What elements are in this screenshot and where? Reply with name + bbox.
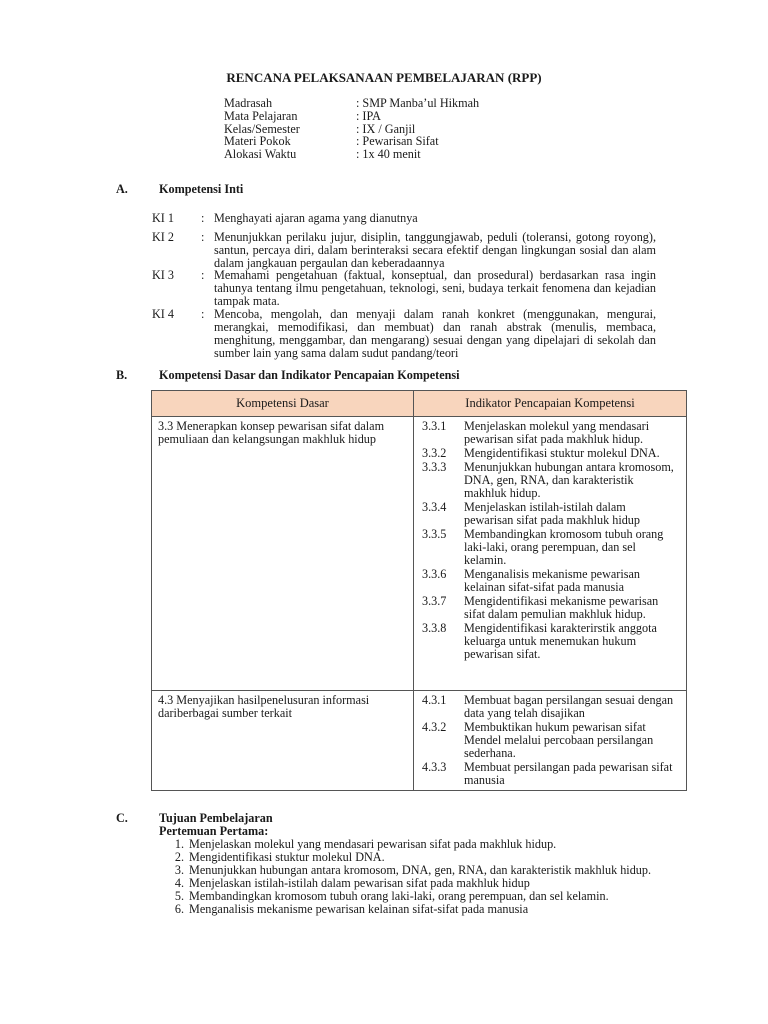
indicator-item [414,595,686,621]
table-cell-indicators [414,417,687,691]
list-item [160,903,700,916]
indicator-number: 3.3.6 [422,567,447,581]
indicator-item [414,420,686,446]
indicator-number: 3.3.1 [422,419,447,433]
list-text: Menjelaskan molekul yang mendasari pewarisan sifat pada makhluk hidup. [189,837,557,851]
list-number: 4. [174,876,184,890]
kd-text: 4.3 Menyajikan hasilpenelusuran informasi dariberbagai sumber terkait [158,693,370,720]
ki-colon: : [201,307,205,321]
table-cell-kd [152,417,414,691]
document-title: RENCANA PELAKSANAAN PEMBELAJARAN (RPP) [226,70,542,85]
indicator-number: 4.3.3 [422,760,447,774]
info-block [224,97,544,161]
list-text: Menunjukkan hubungan antara kromosom, DNA, gen, RNA, dan karakteristik makhluk hidup. [189,863,652,877]
indicator-item [414,501,686,527]
list-number: 2. [174,850,184,864]
indicator-text: Mengidentifikasi mekanisme pewarisan sifat dalam pemulian makhluk hidup. [464,594,659,621]
ki-colon: : [201,230,205,244]
list-text: Menganalisis mekanisme pewarisan kelainan sifat-sifat pada manusia [189,902,529,916]
indicator-number: 4.3.2 [422,720,447,734]
info-key: Kelas/Semester [224,121,300,136]
section-c-title: Tujuan Pembelajaran [159,811,273,825]
section-b-letter: B. [116,368,128,382]
indicator-item [414,694,686,720]
ki-code: KI 4 [152,307,175,321]
ki-item [152,231,656,270]
indicator-text: Membuat persilangan pada pewarisan sifat manusia [464,760,673,787]
objective-list [160,838,700,916]
ki-colon: : [201,268,205,282]
indicator-text: Menunjukkan hubungan antara kromosom, DNA, gen, RNA, dan karakteristik makhluk hidup. [464,460,674,500]
competency-table [151,390,687,791]
indicator-item [414,568,686,594]
table-header-indicator: Indikator Pencapaian Kompetensi [414,391,687,417]
ki-text: Memahami pengetahuan (faktual, konseptual, dan prosedural) berdasarkan rasa ingin tahunya tentang ilmu pengetahuan, teknologi, seni, budaya terkait fenomena dan kejadian tampak mata. [214,268,656,308]
table-header-row [152,391,687,417]
table-row [152,691,687,791]
info-value: : SMP Manba’ul Hikmah [356,96,480,110]
section-b-title: Kompetensi Dasar dan Indikator Pencapaian Kompetensi [159,368,460,382]
indicator-number: 3.3.3 [422,460,447,474]
indicator-number: 3.3.7 [422,594,447,608]
list-number: 5. [174,889,184,903]
info-key: Mata Pelajaran [224,108,298,123]
ki-code: KI 3 [152,268,175,282]
list-text: Membandingkan kromosom tubuh orang laki-laki, orang perempuan, dan sel kelamin. [189,889,609,903]
info-row-madrasah [224,97,544,110]
indicator-list [414,417,686,661]
indicator-item [414,761,686,787]
ki-item [152,212,656,225]
kd-text: 3.3 Menerapkan konsep pewarisan sifat dalam pemuliaan dan kelangsungan makhluk hidup [158,419,385,446]
indicator-text: Menganalisis mekanisme pewarisan kelainan sifat-sifat pada manusia [464,567,640,594]
indicator-item [414,461,686,500]
list-number: 1. [174,837,184,851]
indicator-number: 4.3.1 [422,693,447,707]
ki-code: KI 1 [152,211,175,225]
list-text: Menjelaskan istilah-istilah dalam pewarisan sifat pada makhluk hidup [189,876,530,890]
info-row-mata-pelajaran [224,110,544,123]
info-row-alokasi-waktu [224,148,544,161]
indicator-text: Membuktikan hukum pewarisan sifat Mendel melalui percobaan persilangan sederhana. [464,720,654,760]
info-value: : IX / Ganjil [356,121,416,136]
section-c-letter: C. [116,811,128,825]
table-row [152,417,687,691]
info-key: Madrasah [224,96,273,110]
indicator-item [414,528,686,567]
indicator-item [414,447,686,460]
ki-text: Menunjukkan perilaku jujur, disiplin, tanggungjawab, peduli (toleransi, gotong royong), santun, percaya diri, dalam berinteraksi secara efektif dengan lingkungan sosial dan alam dalam jangkauan pergaulan dan keberadaannya [214,230,656,270]
info-value: : 1x 40 menit [356,147,421,162]
indicator-number: 3.3.5 [422,527,447,541]
ki-code: KI 2 [152,230,175,244]
info-key: Alokasi Waktu [224,147,297,162]
indicator-number: 3.3.4 [422,500,447,514]
indicator-item [414,721,686,760]
list-number: 3. [174,863,184,877]
list-number: 6. [174,902,184,916]
ki-text: Menghayati ajaran agama yang dianutnya [214,211,418,225]
section-a-title: Kompetensi Inti [159,182,244,196]
ki-item [152,308,656,360]
ki-colon: : [201,211,205,225]
indicator-text: Mengidentifikasi karakterirstik anggota keluarga untuk menemukan hukum pewarisan sifat. [464,621,657,661]
indicator-text: Mengidentifikasi stuktur molekul DNA. [464,446,660,460]
indicator-list [414,691,686,787]
info-value: : IPA [356,108,381,123]
ki-text: Mencoba, mengolah, dan menyaji dalam ranah konkret (menggunakan, mengurai, merangkai, memodifikasi, dan membuat) dan ranah abstrak (menulis, membaca, menghitung, menggambar, dan mengarang) sesuai dengan yang dipelajari di sekolah dan sumber lain yang sama dalam sudut pandang/teori [214,307,656,360]
ki-item [152,269,656,308]
indicator-text: Menjelaskan istilah-istilah dalam pewarisan sifat pada makhluk hidup [464,500,640,527]
list-text: Mengidentifikasi stuktur molekul DNA. [189,850,385,864]
indicator-text: Membandingkan kromosom tubuh orang laki-laki, orang perempuan, dan sel kelamin. [464,527,664,567]
indicator-number: 3.3.2 [422,446,447,460]
table-cell-indicators [414,691,687,791]
indicator-item [414,622,686,661]
indicator-text: Menjelaskan molekul yang mendasari pewarisan sifat pada makhluk hidup. [464,419,650,446]
section-c-subtitle: Pertemuan Pertama: [159,824,269,838]
indicator-number: 3.3.8 [422,621,447,635]
info-key: Materi Pokok [224,134,291,149]
table-cell-kd [152,691,414,791]
section-a-letter: A. [116,182,128,196]
indicator-text: Membuat bagan persilangan sesuai dengan data yang telah disajikan [464,693,674,720]
info-value: : Pewarisan Sifat [356,134,439,149]
table-header-kd: Kompetensi Dasar [152,391,414,417]
